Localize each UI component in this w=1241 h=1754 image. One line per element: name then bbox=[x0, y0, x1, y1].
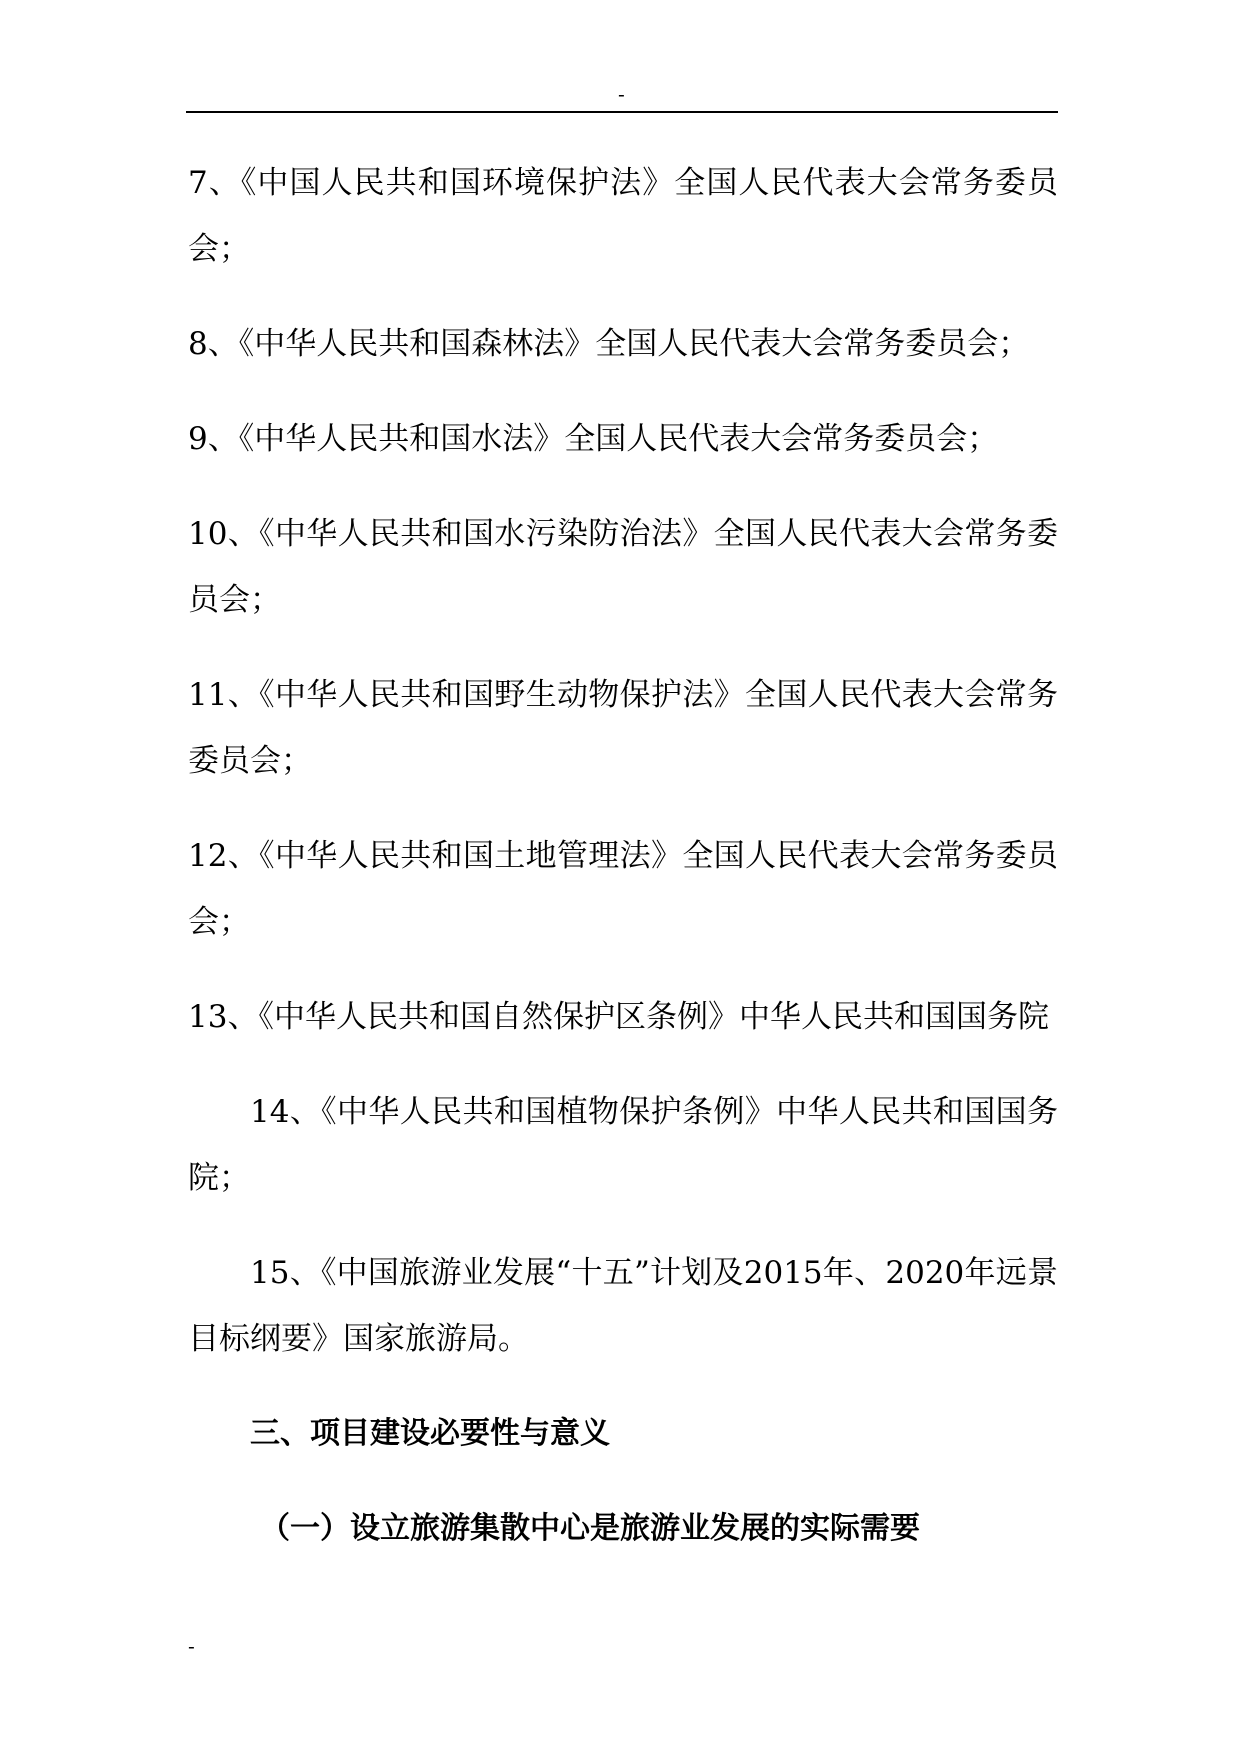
footer-mark: - bbox=[188, 1634, 195, 1658]
item-text: 《中华人民共和国水污染防治法》全国人民代表大会常务委员会； bbox=[188, 516, 1058, 618]
regulation-item-13 bbox=[188, 984, 1058, 1050]
subsection-heading: （一）设立旅游集散中心是旅游业发展的实际需要 bbox=[260, 1511, 920, 1546]
item-number: 9、 bbox=[188, 421, 239, 457]
item-text: 《中华人民共和国土地管理法》全国人民代表大会常务委员会； bbox=[188, 838, 1058, 940]
header-mark: - bbox=[618, 82, 625, 106]
item-number: 11、 bbox=[188, 677, 260, 713]
document-body bbox=[188, 150, 1058, 1591]
regulation-item-7 bbox=[188, 150, 1058, 282]
item-text: 《中国旅游业发展“十五”计划及2015年、2020年远景目标纲要》国家旅游局。 bbox=[188, 1255, 1058, 1357]
item-text: 《中华人民共和国森林法》全国人民代表大会常务委员会； bbox=[238, 326, 1030, 362]
item-text: 《中华人民共和国自然保护区条例》中华人民共和国国务院 bbox=[258, 999, 1049, 1035]
item-text: 《中华人民共和国植物保护条例》中华人民共和国国务院； bbox=[188, 1094, 1058, 1196]
section-heading: 三、项目建设必要性与意义 bbox=[250, 1416, 610, 1451]
item-number: 14、 bbox=[250, 1094, 322, 1130]
item-text: 《中华人民共和国野生动物保护法》全国人民代表大会常务委员会； bbox=[188, 677, 1058, 779]
item-number: 8、 bbox=[188, 326, 239, 362]
regulation-item-9 bbox=[188, 406, 1058, 472]
regulation-item-15 bbox=[188, 1240, 1058, 1372]
item-text: 《中国人民共和国环境保护法》全国人民代表大会常务委员会； bbox=[188, 165, 1058, 267]
regulation-item-11 bbox=[188, 662, 1058, 794]
header-rule bbox=[186, 111, 1058, 113]
item-number: 13、 bbox=[188, 999, 259, 1035]
regulation-item-14 bbox=[188, 1079, 1058, 1211]
regulation-item-12 bbox=[188, 823, 1058, 955]
item-text: 《中华人民共和国水法》全国人民代表大会常务委员会； bbox=[238, 421, 999, 457]
item-number: 12、 bbox=[188, 838, 260, 874]
item-number: 10、 bbox=[188, 516, 260, 552]
regulation-item-10 bbox=[188, 501, 1058, 633]
item-number: 15、 bbox=[250, 1255, 321, 1291]
regulation-item-8 bbox=[188, 311, 1058, 377]
item-number: 7、 bbox=[188, 165, 241, 201]
